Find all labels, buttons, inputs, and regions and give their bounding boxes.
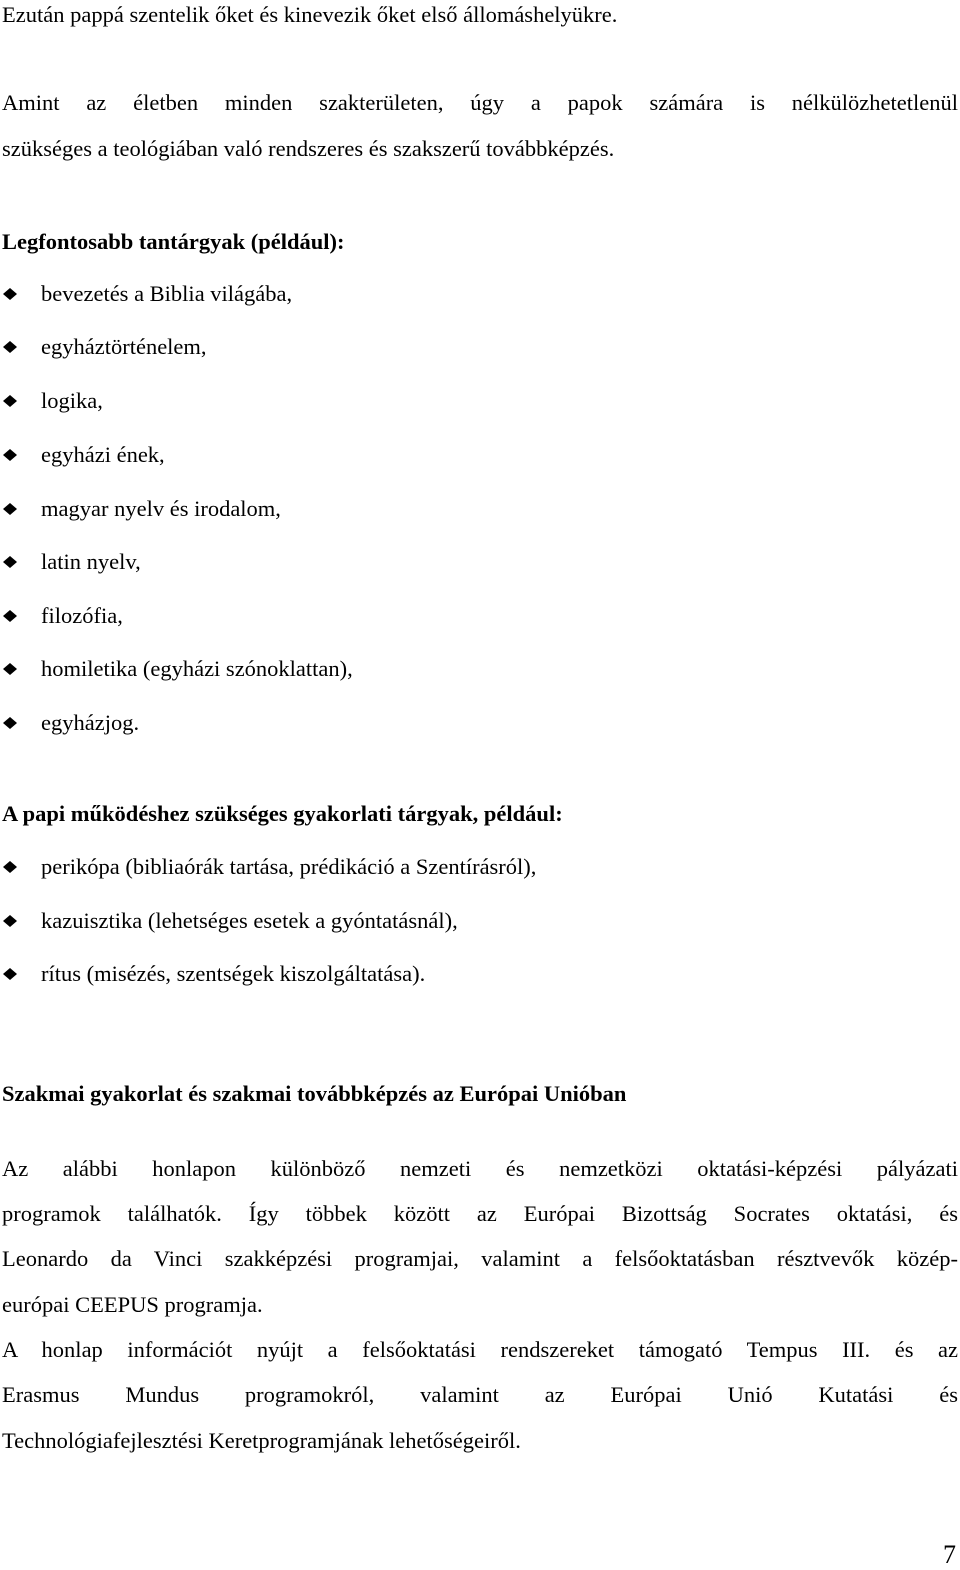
diamond-bullet-icon [2, 341, 18, 353]
list-item-label: magyar nyelv és irodalom, [41, 496, 281, 521]
practical-heading: A papi működéshez szükséges gyakorlati tárgyak, például: [2, 801, 563, 826]
diamond-bullet-icon [2, 717, 18, 729]
diamond-bullet-icon [2, 449, 18, 461]
paragraph-line: szükséges a teológiában való rendszeres és szakszerű továbbképzés. [2, 136, 615, 161]
diamond-bullet-icon [2, 861, 18, 873]
page-number: 7 [943, 1540, 956, 1569]
list-item-label: rítus (misézés, szentségek kiszolgáltatása). [41, 961, 426, 986]
diamond-bullet-icon [2, 556, 18, 568]
list-item-label: egyháztörténelem, [41, 334, 207, 359]
section-heading: Szakmai gyakorlat és szakmai továbbképzés az Európai Unióban [2, 1081, 627, 1106]
subjects-heading: Legfontosabb tantárgyak (például): [2, 229, 345, 254]
paragraph-line: Leonardo da Vinci szakképzési programjai, valamint a felsőoktatásban résztvevők közép- [2, 1246, 958, 1271]
paragraph-line: Technológiafejlesztési Keretprogramjának lehetőségeiről. [2, 1428, 521, 1453]
intro-line: Ezután pappá szentelik őket és kinevezik őket első állomáshelyükre. [2, 2, 618, 27]
diamond-bullet-icon [2, 503, 18, 515]
paragraph-line: A honlap információt nyújt a felsőoktatási rendszereket támogató Tempus III. és az [2, 1337, 958, 1362]
diamond-bullet-icon [2, 610, 18, 622]
list-item-label: perikópa (bibliaórák tartása, prédikáció a Szentírásról), [41, 854, 537, 879]
diamond-bullet-icon [2, 663, 18, 675]
diamond-bullet-icon [2, 915, 18, 927]
list-item-label: logika, [41, 388, 103, 413]
paragraph-line: európai CEEPUS programja. [2, 1292, 263, 1317]
diamond-bullet-icon [2, 968, 18, 980]
list-item-label: egyházjog. [41, 710, 140, 735]
paragraph-line: Amint az életben minden szakterületen, úgy a papok számára is nélkülözhetetlenül [2, 90, 958, 115]
list-item-label: homiletika (egyházi szónoklattan), [41, 656, 353, 681]
list-item-label: egyházi ének, [41, 442, 165, 467]
list-item-label: bevezetés a Biblia világába, [41, 281, 293, 306]
diamond-bullet-icon [2, 395, 18, 407]
list-item-label: filozófia, [41, 603, 123, 628]
paragraph-line: Erasmus Mundus programokról, valamint az Európai Unió Kutatási és [2, 1382, 958, 1407]
diamond-bullet-icon [2, 288, 18, 300]
paragraph-line: Az alábbi honlapon különböző nemzeti és nemzetközi oktatási-képzési pályázati [2, 1156, 958, 1181]
list-item-label: kazuisztika (lehetséges esetek a gyóntatásnál), [41, 908, 458, 933]
list-item-label: latin nyelv, [41, 549, 141, 574]
paragraph-line: programok találhatók. Így többek között az Európai Bizottság Socrates oktatási, és [2, 1201, 958, 1226]
